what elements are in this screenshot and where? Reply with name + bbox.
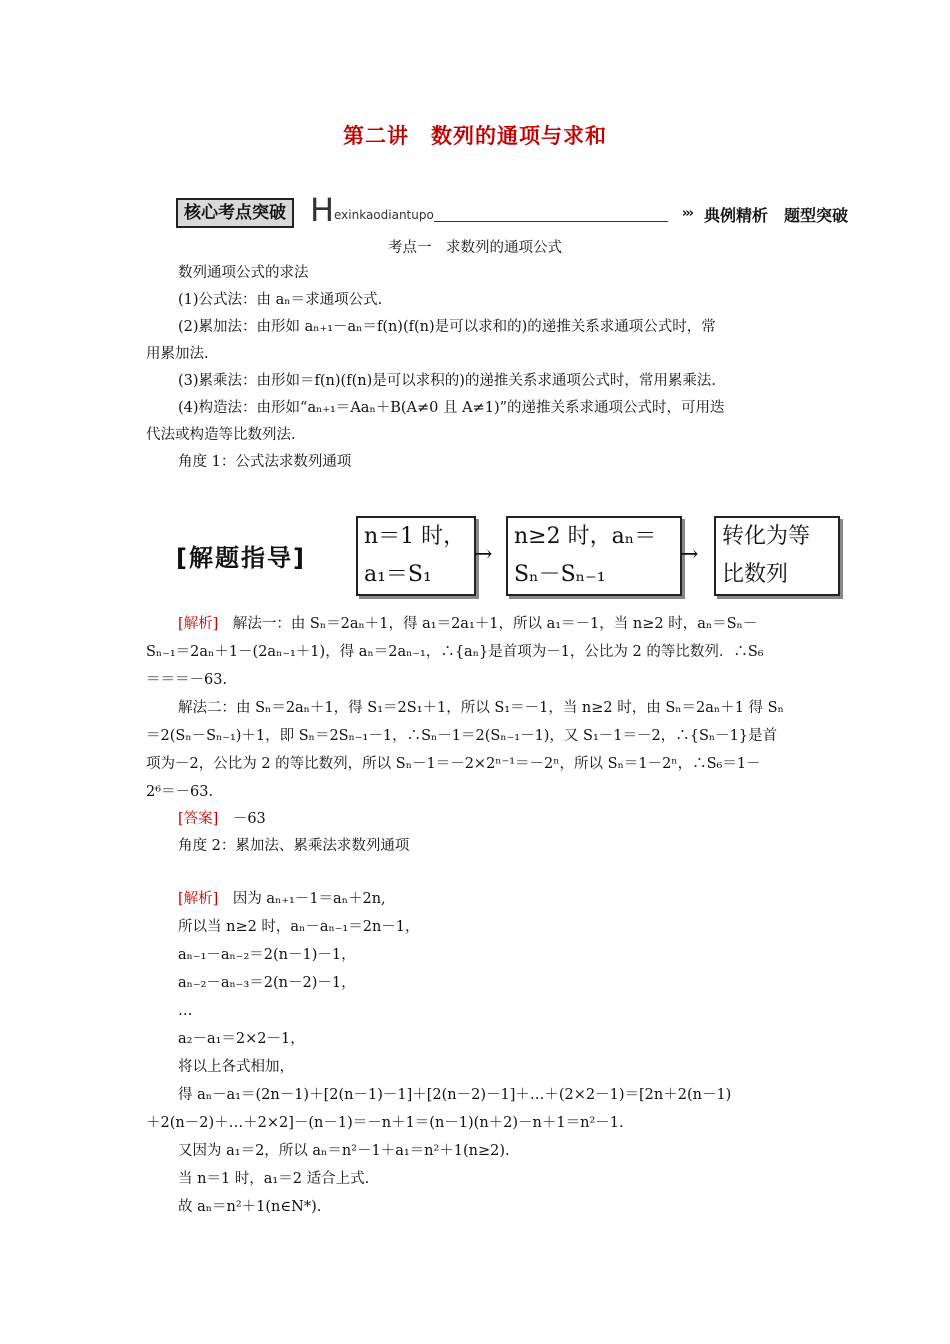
method-3: (3)累乘法：由形如＝f(n)(f(n)是可以求积的)的递推关系求通项公式时，常用累乘法. (178, 373, 716, 389)
page-title: 第二讲 数列的通项与求和 (343, 124, 607, 148)
solution-2-line-2: 所以当 n≥2 时，aₙ－aₙ₋₁＝2n－1， (178, 919, 420, 935)
method-2-line-2: 用累加法. (146, 346, 209, 362)
solution-1-line-4: 解法二：由 Sₙ＝2aₙ＋1，得 S₁＝2S₁＋1，所以 S₁＝－1，当 n≥2 时，由 Sₙ＝2aₙ＋1 得 Sₙ (178, 700, 784, 716)
banner-h-letter: H (310, 191, 335, 229)
guide-step-1 (356, 516, 476, 596)
solution-2-line-1 (178, 889, 386, 909)
intro-text: 数列通项公式的求法 (178, 265, 309, 281)
solution-2-line-11: 当 n＝1 时，a₁＝2 适合上式. (178, 1171, 370, 1187)
solution-2-line-9: ＋2(n－2)＋…＋2×2]－(n－1)＝－n＋1＝(n－1)(n＋2)－n＋1＝n²－1. (146, 1115, 624, 1131)
banner-pinyin: exinkaodiantupo (334, 208, 434, 222)
solution-2-line-8: 得 aₙ－a₁＝(2n－1)＋[2(n－1)－1]＋[2(n－2)－1]＋…＋(2×2－1)＝[2n＋2(n－1) (178, 1087, 732, 1103)
answer-tag: [答案] (178, 811, 219, 827)
solution-1-line-2: Sₙ₋₁＝2aₙ＋1－(2aₙ₋₁＋1)，得 aₙ＝2aₙ₋₁，∴{aₙ}是首项为－1，公比为 2 的等比数列．∴S₆ (146, 644, 764, 660)
banner-right-label: 典例精析 题型突破 (703, 206, 848, 225)
guide-step-3 (714, 516, 840, 596)
solution-1-line-3: ＝＝＝－63. (146, 672, 228, 688)
guide-step-1-line-2: a₁＝S₁ (364, 562, 432, 587)
arrow-right-icon: → (680, 542, 699, 567)
solution-1-line-1 (178, 614, 757, 634)
section-heading: 考点一 求数列的通项公式 (388, 240, 562, 256)
method-1: (1)公式法：由 aₙ＝求通项公式. (178, 292, 383, 308)
solution-1-text-1: 解法一：由 Sₙ＝2aₙ＋1，得 a₁＝2a₁＋1，所以 a₁＝－1，当 n≥2 时，aₙ＝Sₙ－ (232, 616, 758, 632)
guide-step-2 (506, 516, 682, 596)
solution-1-line-6: 项为－2，公比为 2 的等比数列，所以 Sₙ－1＝－2×2ⁿ⁻¹＝－2ⁿ，所以 Sₙ＝1－2ⁿ，∴S₆＝1－ (146, 756, 761, 772)
method-4-line-1: (4)构造法：由形如“aₙ₊₁＝Aaₙ＋B(A≠0 且 A≠1)”的递推关系求通项公式时，可用迭 (178, 400, 725, 416)
solution-2-line-3: aₙ₋₁－aₙ₋₂＝2(n－1)－1， (178, 947, 356, 963)
arrow-right-icon: → (474, 542, 493, 567)
solution-1-line-5: ＝2(Sₙ－Sₙ₋₁)＋1，即 Sₙ＝2Sₙ₋₁－1，∴Sₙ－1＝2(Sₙ₋₁－1)，又 S₁－1＝－2，∴{Sₙ－1}是首 (146, 728, 778, 744)
solution-guide-diagram (176, 512, 846, 602)
section-banner (176, 191, 848, 229)
guide-step-2-line-2: Sₙ－Sₙ₋₁ (514, 562, 606, 587)
guide-label: [解题指导] (176, 544, 306, 572)
analysis-tag: [解析] (178, 616, 219, 632)
solution-2-line-4: aₙ₋₂－aₙ₋₃＝2(n－2)－1， (178, 975, 356, 991)
method-2-line-1: (2)累加法：由形如 aₙ₊₁－aₙ＝f(n)(f(n)是可以求和的)的递推关系求通项公式时，常 (178, 319, 716, 335)
guide-step-3-line-1: 转化为等 (722, 524, 811, 549)
banner-left-label: 核心考点突破 (176, 198, 294, 228)
answer-line (178, 809, 266, 829)
solution-2-line-6: a₂－a₁＝2×2－1， (178, 1031, 305, 1047)
solution-2-text-1: 因为 aₙ₊₁－1＝aₙ＋2n, (232, 891, 386, 907)
answer-value: －63 (232, 811, 266, 827)
guide-step-1-line-1: n＝1 时， (364, 524, 466, 549)
solution-2-line-5: … (178, 1003, 193, 1019)
solution-2-line-7: 将以上各式相加， (178, 1059, 294, 1075)
angle-2-heading: 角度 2：累加法、累乘法求数列通项 (178, 838, 410, 854)
banner-rule (434, 221, 668, 222)
guide-step-3-line-2: 比数列 (722, 562, 789, 587)
solution-2-line-10: 又因为 a₁＝2，所以 aₙ＝n²－1＋a₁＝n²＋1(n≥2). (178, 1143, 510, 1159)
solution-2-line-12: 故 aₙ＝n²＋1(n∈N*). (178, 1199, 322, 1215)
chevron-right-icon: ››› (681, 206, 692, 221)
solution-1-line-7: 2⁶＝－63. (146, 784, 214, 800)
guide-step-2-line-1: n≥2 时，aₙ＝ (514, 524, 657, 549)
angle-1-heading: 角度 1：公式法求数列通项 (178, 454, 352, 470)
analysis-tag: [解析] (178, 891, 219, 907)
method-4-line-2: 代法或构造等比数列法. (146, 427, 296, 443)
